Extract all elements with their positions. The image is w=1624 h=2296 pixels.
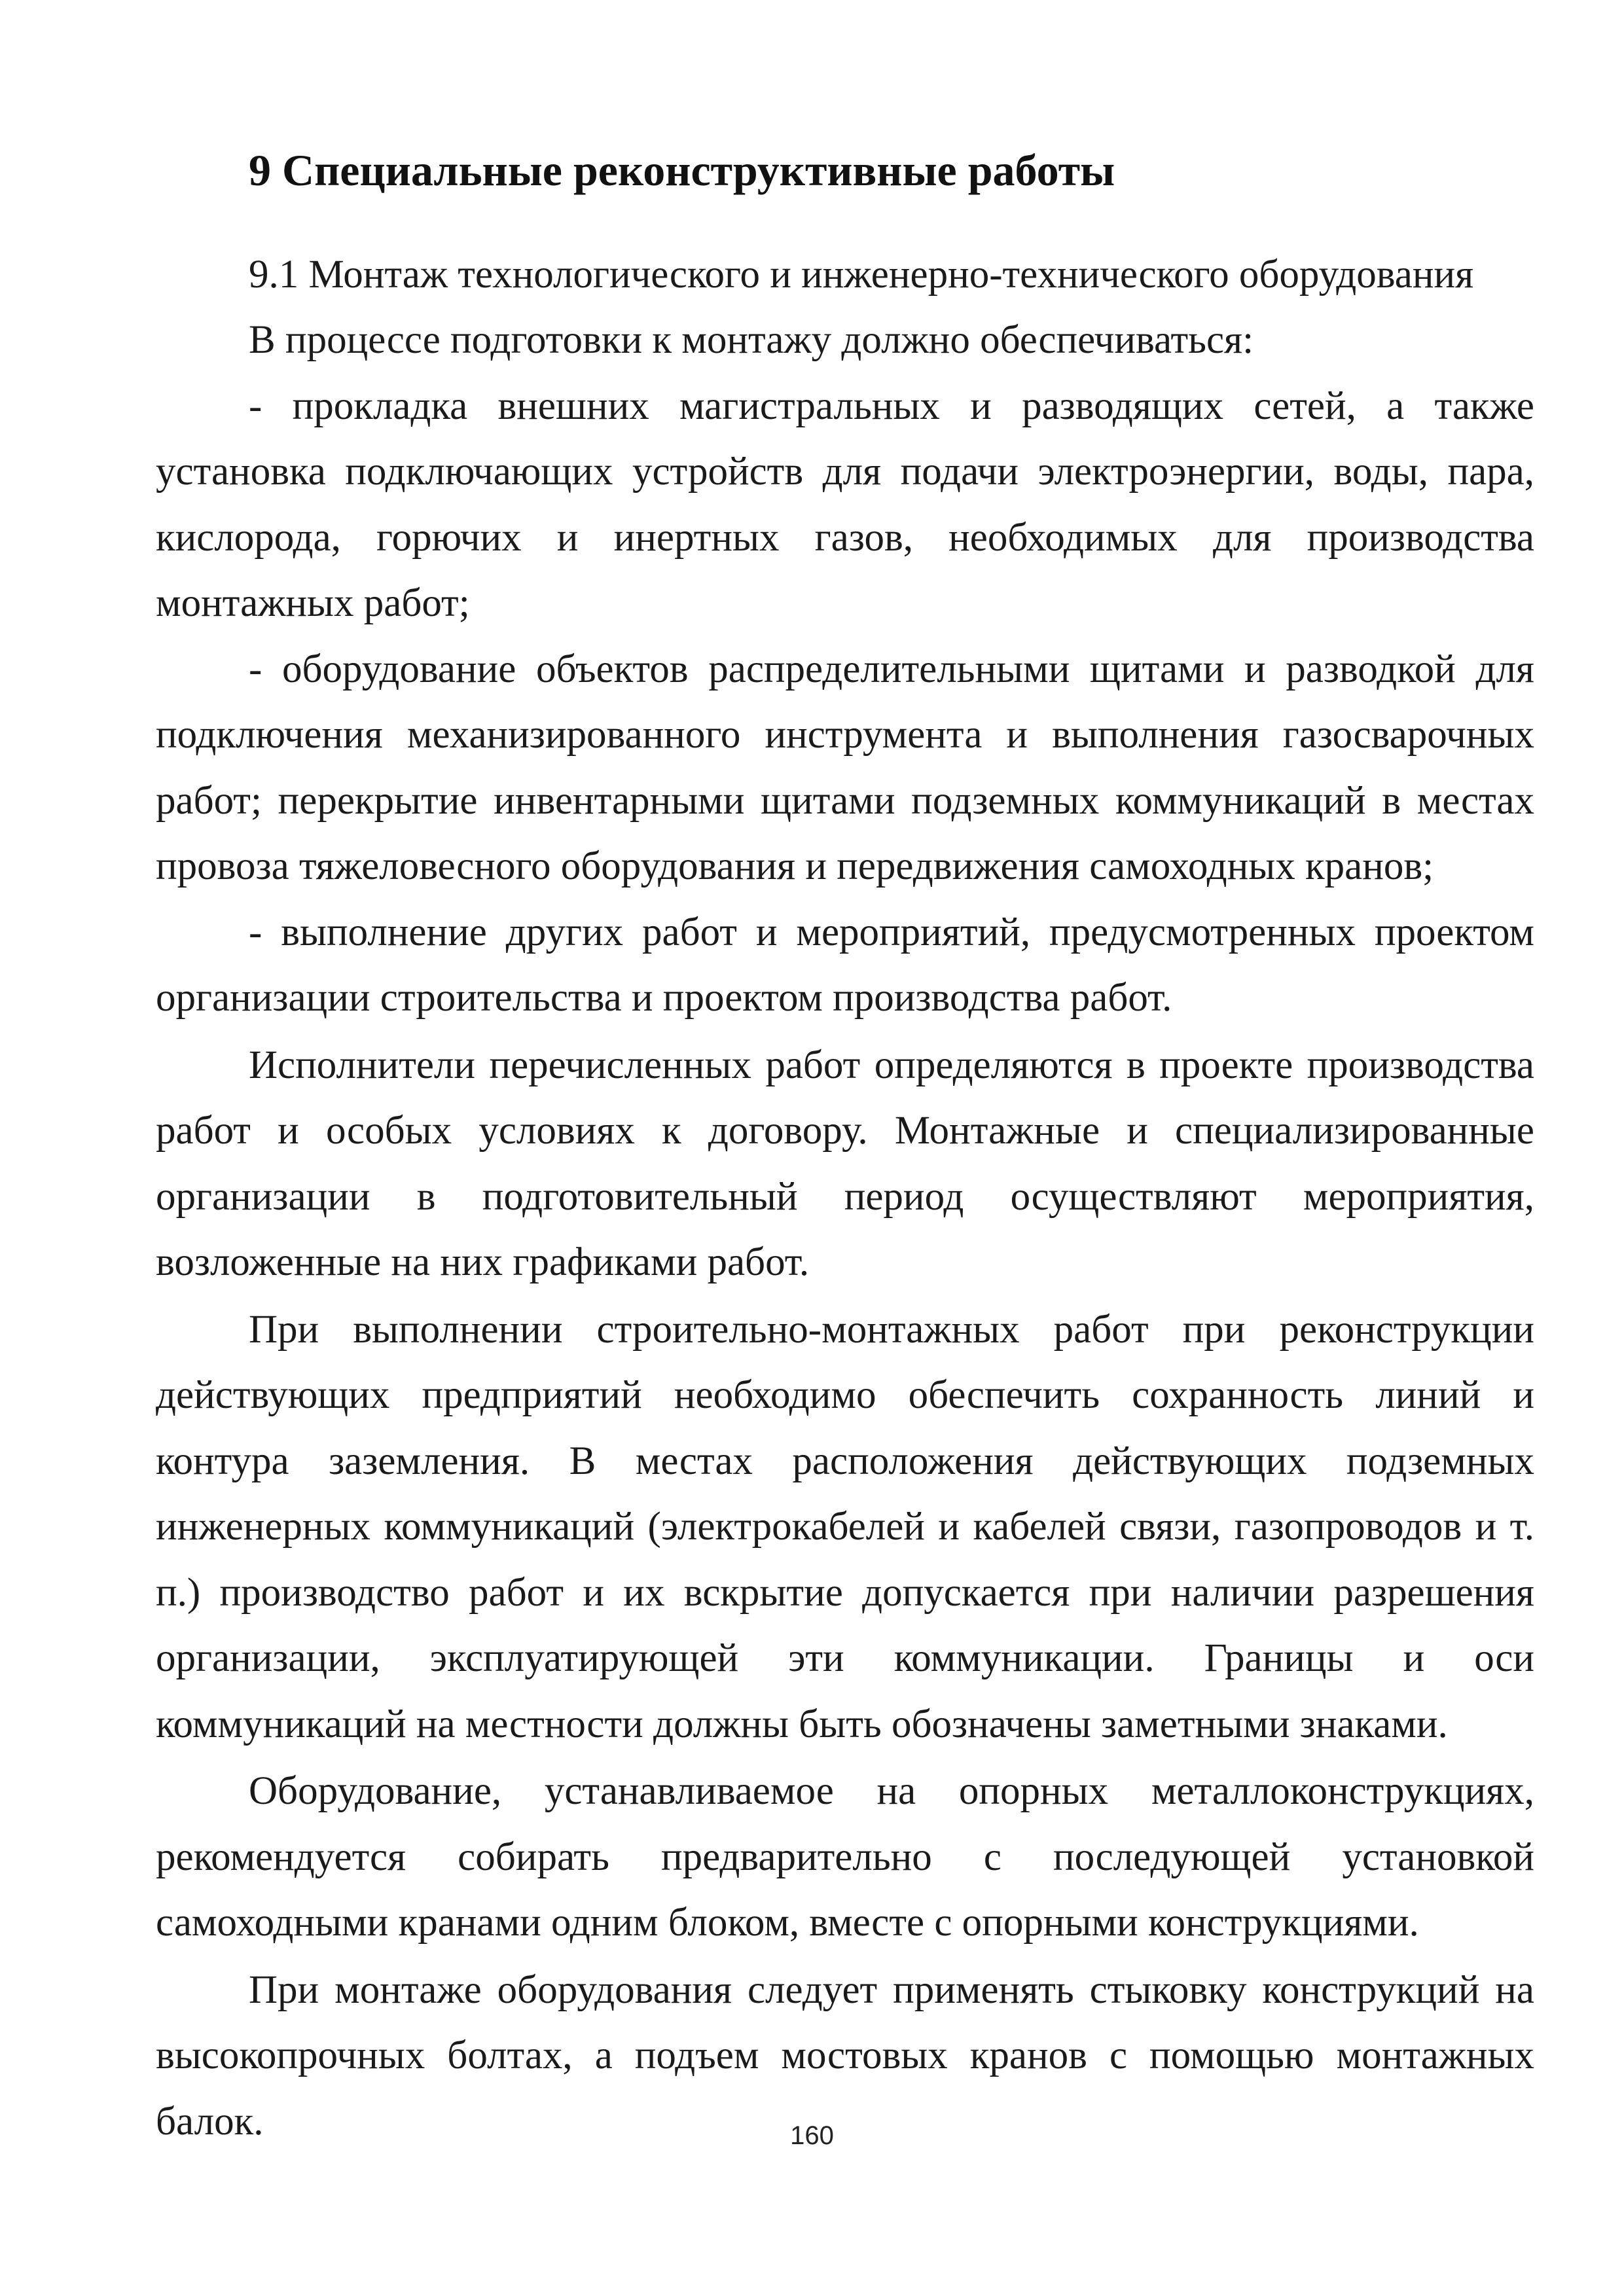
page-number: 160 xyxy=(790,2121,834,2150)
chapter-title: 9 Специальные реконструктивные работы xyxy=(249,145,1115,195)
page-content xyxy=(156,137,1534,2155)
paragraph-equipment-assembly: Оборудование, устанавливаемое на опорных металлоконструкциях, рекомендуется собирать предварительно с последующей установкой самоходными кранами одним блоком, вместе с опорными конструкциями. xyxy=(156,1769,1534,1945)
section-title: 9.1 Монтаж технологического и инженерно-технического оборудования xyxy=(249,253,1474,296)
list-item-other-works: - выполнение других работ и мероприятий, предусмотренных проектом организации строительства и проектом производства работ. xyxy=(156,910,1534,1020)
paragraph-executors: Исполнители перечисленных работ определяются в проекте производства работ и особых условиях к договору. Монтажные и специализированные организации в подготовительный период осуществляют мероприятия, возложенные на них графиками работ. xyxy=(156,1043,1534,1284)
paragraph-mounting: При монтаже оборудования следует применять стыковку конструкций на высокопрочных болтах, а подъем мостовых кранов с помощью монтажных балок. xyxy=(156,1967,1534,2144)
paragraph-intro: В процессе подготовки к монтажу должно обеспечиваться: xyxy=(249,318,1254,362)
paragraph-reconstruction: При выполнении строительно-монтажных работ при реконструкции действующих предприятий необходимо обеспечить сохранность линий и контура заземления. В местах расположения действующих подземных инженерных коммуникаций (электрокабелей и кабелей связи, газопроводов и т. п.) производство работ и их вскрытие допускается при наличии разрешения организации, эксплуатирующей эти коммуникации. Границы и оси коммуникаций на местности должны быть обозначены заметными знаками. xyxy=(156,1307,1534,1746)
list-item-equipment: - оборудование объектов распределительными щитами и разводкой для подключения механизированного инструмента и выполнения газосварочных работ; перекрытие инвентарными щитами подземных коммуникаций в местах провоза тяжеловесного оборудования и передвижения самоходных кранов; xyxy=(156,647,1534,888)
list-item-networks: - прокладка внешних магистральных и разводящих сетей, а также установка подключающих устройств для подачи электроэнергии, воды, пара, кислорода, горючих и инертных газов, необходимых для производства монтажных работ; xyxy=(156,384,1534,625)
